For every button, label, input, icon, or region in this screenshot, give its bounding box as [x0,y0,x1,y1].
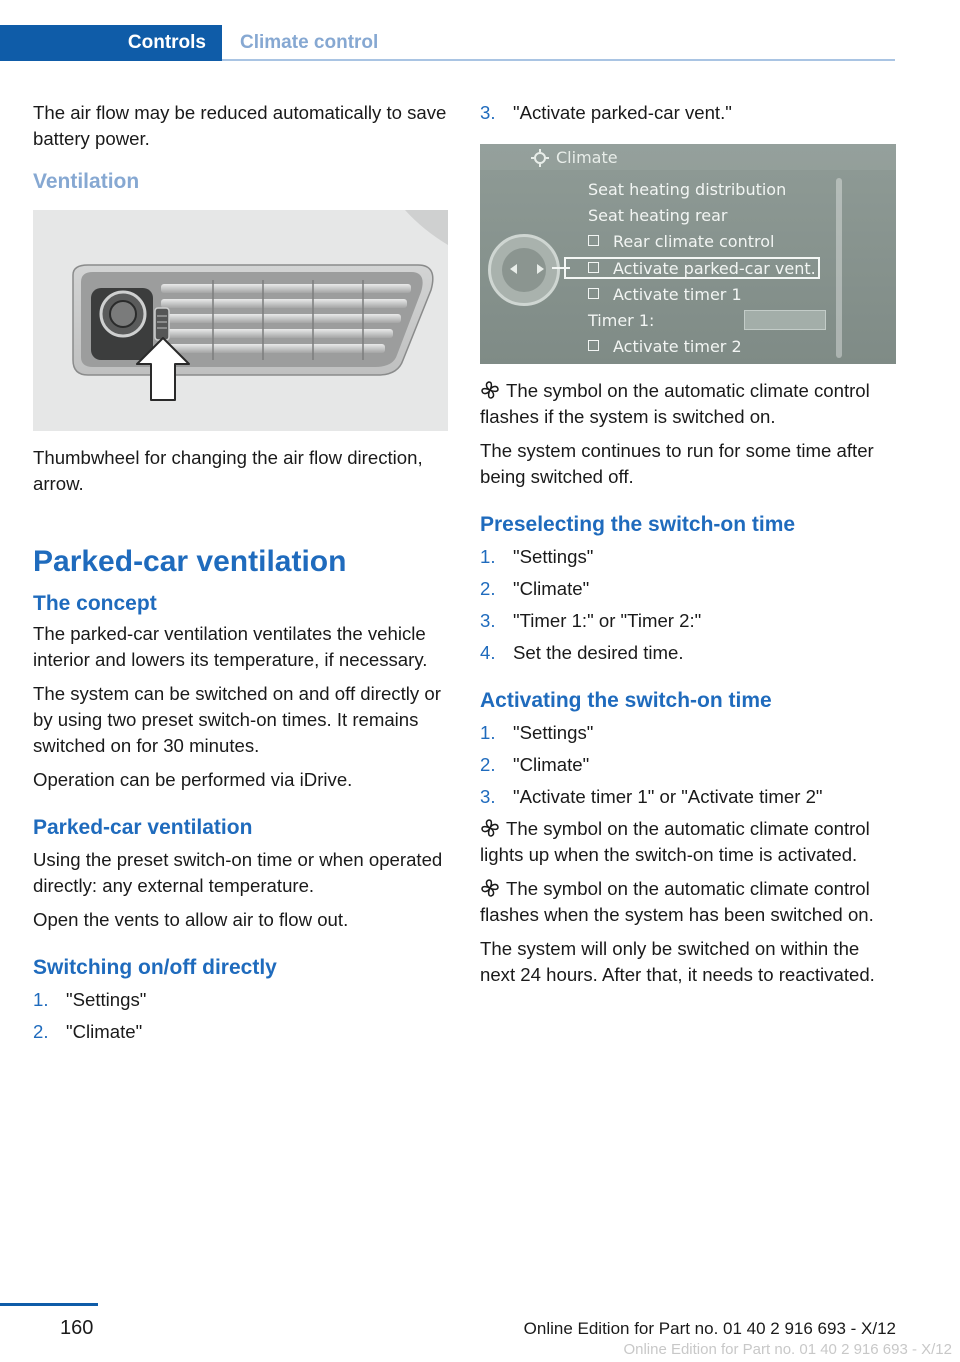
pcv-heading: Parked-car ventilation [33,816,253,839]
step-text: "Settings" [513,722,594,743]
fan-icon [480,818,500,838]
watermark: Online Edition for Part no. 01 40 2 916 693 - X/12 [623,1341,952,1358]
tab-climate-control[interactable] [240,25,378,61]
step-text: "Climate" [513,578,590,599]
header-rule [222,59,895,61]
step-text: "Settings" [513,546,594,567]
step-text: "Activate parked-car vent." [513,102,732,123]
vent-illustration [33,210,448,431]
activate-heading: Activating the switch-on time [480,689,772,712]
activate-steps [480,720,896,810]
step-number: 2. [480,578,496,599]
flashes-note [480,876,896,928]
fan-icon [480,878,500,898]
menu-item-timer-1[interactable]: Timer 1: [588,311,655,330]
menu-item-activate-parked-car-vent[interactable]: Activate parked-car vent. [588,259,816,278]
idrive-climate-screen [480,144,896,364]
switching-steps-continued [480,100,896,126]
menu-item-rear-climate-control[interactable]: Rear climate control [588,232,774,251]
list-item [480,784,896,810]
intro-text: The air flow may be reduced automatically to save battery power. [33,102,447,149]
list-item [480,100,896,126]
left-column [33,100,448,1051]
switching-heading: Switching on/off directly [33,956,277,979]
list-item [480,720,896,746]
step-number: 1. [33,989,49,1010]
continue-note: The system continues to run for some time after being switched off. [480,440,874,487]
list-item [33,1019,448,1045]
screen-title: Climate [556,148,618,167]
lights-note [480,816,896,868]
list-item [480,640,896,666]
screen-scrollbar[interactable] [836,178,842,358]
flashes-note-text: The symbol on the automatic climate control flashes when the system has been switched on. [480,878,874,925]
preselect-heading: Preselecting the switch-on time [480,513,796,536]
concept-paragraph-3: Operation can be performed via iDrive. [33,769,353,790]
timer-1-value-field[interactable] [744,310,826,330]
switching-steps [33,987,448,1045]
concept-paragraph-2: The system can be switched on and off directly or by using two preset switch-on times. It remains switched on for 30 minutes. [33,683,441,756]
list-item [33,987,448,1013]
step-text: "Climate" [513,754,590,775]
list-item [480,544,896,570]
tab-controls-label: Controls [127,32,206,53]
vent-thumbwheel-image [33,210,448,431]
pcv-paragraph-2: Open the vents to allow air to flow out. [33,909,349,930]
vent-caption: Thumbwheel for changing the air flow direction, arrow. [33,447,423,494]
lights-note-text: The symbol on the automatic climate control lights up when the switch-on time is activated. [480,818,870,865]
step-number: 1. [480,722,496,743]
step-number: 3. [480,102,496,123]
list-item [480,752,896,778]
step-number: 3. [480,786,496,807]
step-text: "Settings" [66,989,147,1010]
ventilation-heading: Ventilation [33,170,140,193]
step-number: 2. [480,754,496,775]
right-column [480,100,896,996]
step-number: 4. [480,642,496,663]
flash-note [480,378,896,430]
step-number: 2. [33,1021,49,1042]
parked-car-ventilation-title: Parked-car ventilation [33,545,347,578]
step-number: 1. [480,546,496,567]
footer-rule [0,1303,98,1306]
pcv-paragraph-1: Using the preset switch-on time or when operated directly: any external temperature. [33,849,443,896]
list-item [480,576,896,602]
gear-icon [530,149,550,167]
page-number: 160 [60,1317,94,1339]
concept-heading: The concept [33,592,157,615]
tab-controls[interactable] [0,25,222,61]
menu-item-seat-heating-distribution[interactable]: Seat heating distribution [588,180,787,199]
menu-item-activate-timer-1[interactable]: Activate timer 1 [588,285,742,304]
menu-item-seat-heating-rear[interactable]: Seat heating rear [588,206,728,225]
concept-paragraph-1: The parked-car ventilation ventilates the vehicle interior and lowers its temperature, if necessary. [33,623,428,670]
menu-item-activate-timer-2[interactable]: Activate timer 2 [588,337,742,356]
knob-arrows-icon [508,263,546,275]
step-text: "Activate timer 1" or "Activate timer 2" [513,786,823,807]
step-text: Set the desired time. [513,642,684,663]
list-item [480,608,896,634]
edition-text: Online Edition for Part no. 01 40 2 916 693 - X/12 [523,1319,896,1338]
fan-icon [480,380,500,400]
within-note: The system will only be switched on within the next 24 hours. After that, it needs to reactivated. [480,938,875,985]
flash-note-text: The symbol on the automatic climate control flashes if the system is switched on. [480,380,870,427]
step-number: 3. [480,610,496,631]
tab-climate-control-label: Climate control [240,32,379,53]
step-text: "Timer 1:" or "Timer 2:" [513,610,702,631]
preselect-steps [480,544,896,666]
step-text: "Climate" [66,1021,143,1042]
